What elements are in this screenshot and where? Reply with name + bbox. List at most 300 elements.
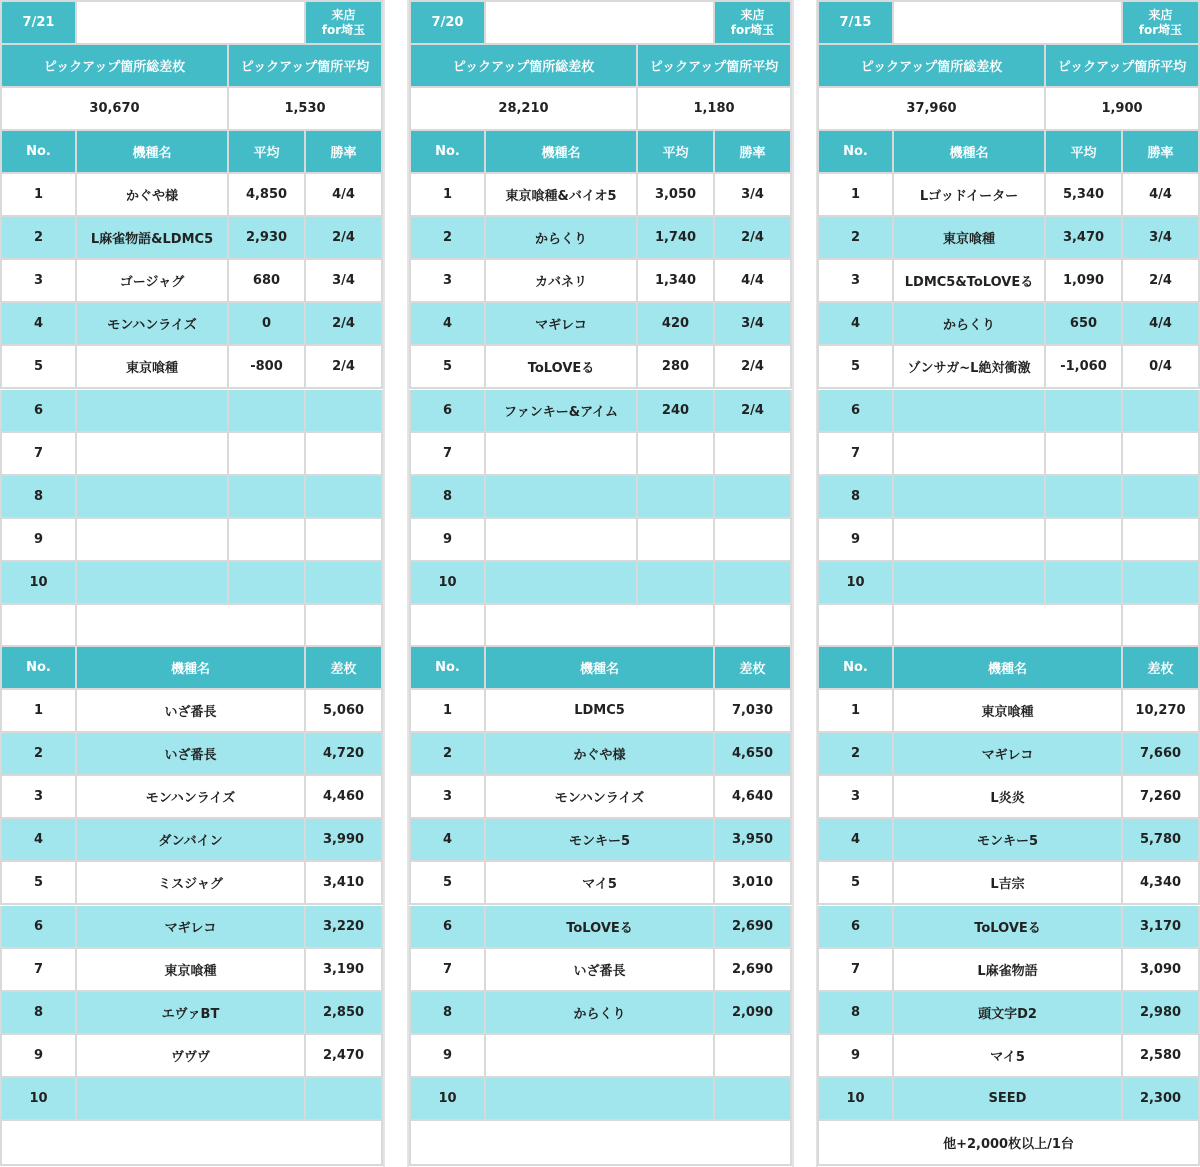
- total-diff-header: ピックアップ箇所総差枚: [0, 45, 229, 88]
- model-name: [894, 519, 1046, 562]
- total-diff-value: 28,210: [409, 88, 638, 131]
- win-rate: 2/4: [306, 217, 383, 260]
- model-name: マギレコ: [77, 906, 306, 949]
- win-rate: 2/4: [1123, 260, 1200, 303]
- row-number: 2: [817, 733, 894, 776]
- model-name: [77, 476, 229, 519]
- footer-note: 他+2,000枚以上/1台: [817, 1121, 1200, 1166]
- row-number: 1: [817, 174, 894, 217]
- pickup-table-header: [817, 131, 1200, 174]
- diff-value: 3,090: [1123, 949, 1200, 992]
- ranking-row: [409, 992, 792, 1035]
- date-label: 7/20: [409, 0, 486, 45]
- model-name: ToLOVEる: [486, 906, 715, 949]
- col-no-header: No.: [0, 131, 77, 174]
- win-rate: [1123, 519, 1200, 562]
- store-name: ピーアーク朝霞: [894, 0, 1123, 45]
- row-number: 1: [0, 690, 77, 733]
- model-name: [894, 433, 1046, 476]
- total-diff-header: ピックアップ箇所総差枚: [817, 45, 1046, 88]
- summary-values: [817, 88, 1200, 131]
- spacer-cell: [894, 605, 1123, 647]
- row-number: 9: [0, 1035, 77, 1078]
- win-rate: 4/4: [1123, 303, 1200, 346]
- pickup-row: [409, 174, 792, 217]
- pickup-row: [817, 390, 1200, 433]
- pickup-row: [409, 390, 792, 433]
- model-name: モンキー5: [894, 819, 1123, 862]
- pickup-row: [409, 476, 792, 519]
- row-number: 3: [0, 776, 77, 819]
- col-avg-header: 平均: [638, 131, 715, 174]
- win-rate: [306, 390, 383, 433]
- diff-value: 3,170: [1123, 906, 1200, 949]
- total-diff-value: 30,670: [0, 88, 229, 131]
- diff-value: 2,090: [715, 992, 792, 1035]
- pickup-row: [817, 260, 1200, 303]
- model-name: [77, 390, 229, 433]
- row-number: 9: [817, 519, 894, 562]
- pickup-row: [409, 346, 792, 389]
- average-header: ピックアップ箇所平均: [638, 45, 792, 88]
- row-number: 6: [0, 906, 77, 949]
- date-panel: [817, 0, 1200, 1167]
- win-rate: [1123, 390, 1200, 433]
- win-rate: 2/4: [715, 217, 792, 260]
- model-name: ミスジャグ: [77, 862, 306, 905]
- summary-values: [0, 88, 383, 131]
- ranking-row: [0, 819, 383, 862]
- pickup-row: [0, 303, 383, 346]
- footer-note: [409, 1121, 792, 1166]
- date-label: 7/21: [0, 0, 77, 45]
- diff-value: 3,010: [715, 862, 792, 905]
- row-number: 4: [0, 303, 77, 346]
- summary-header: [0, 45, 383, 88]
- average-value: [1046, 562, 1123, 605]
- col-model-header: 機種名: [486, 131, 638, 174]
- row-number: 2: [0, 217, 77, 260]
- model-name: いざ番長: [77, 733, 306, 776]
- pickup-row: [817, 433, 1200, 476]
- model-name: マイ5: [894, 1035, 1123, 1078]
- model-name: からくり: [486, 992, 715, 1035]
- col-avg-header: 平均: [229, 131, 306, 174]
- average-value: 650: [1046, 303, 1123, 346]
- model-name: 頭文字D2: [894, 992, 1123, 1035]
- spacer-cell: [409, 605, 486, 647]
- model-name: [486, 476, 638, 519]
- average-value: [1046, 433, 1123, 476]
- spacer-cell: [0, 605, 77, 647]
- row-number: 3: [409, 776, 486, 819]
- pickup-row: [817, 476, 1200, 519]
- ranking-row: [0, 690, 383, 733]
- model-name: ToLOVEる: [486, 346, 638, 389]
- pickup-row: [0, 260, 383, 303]
- model-name: [77, 1078, 306, 1121]
- col-no-header: No.: [409, 131, 486, 174]
- average-value: [638, 519, 715, 562]
- row-number: 2: [409, 217, 486, 260]
- row-number: 7: [409, 433, 486, 476]
- ranking-table-header: [817, 647, 1200, 690]
- average-value: 3,050: [638, 174, 715, 217]
- average-value: 280: [638, 346, 715, 389]
- average-value: [229, 519, 306, 562]
- col-no-header: No.: [817, 131, 894, 174]
- row-number: 8: [0, 992, 77, 1035]
- pickup-row: [817, 217, 1200, 260]
- diff-value: 3,990: [306, 819, 383, 862]
- spacer-row: [817, 605, 1200, 647]
- model-name: エヴァBT: [77, 992, 306, 1035]
- row-number: 5: [817, 862, 894, 905]
- average-value: 1,530: [229, 88, 383, 131]
- average-header: ピックアップ箇所平均: [1046, 45, 1200, 88]
- model-name: [77, 562, 229, 605]
- win-rate: 2/4: [715, 346, 792, 389]
- average-value: [1046, 390, 1123, 433]
- row-number: 5: [409, 862, 486, 905]
- average-value: [1046, 519, 1123, 562]
- total-diff-header: ピックアップ箇所総差枚: [409, 45, 638, 88]
- diff-value: [715, 1035, 792, 1078]
- diff-value: 4,460: [306, 776, 383, 819]
- win-rate: [1123, 562, 1200, 605]
- model-name: L炎炎: [894, 776, 1123, 819]
- ranking-row: [0, 862, 383, 905]
- spacer-cell: [306, 605, 383, 647]
- row-number: 1: [0, 174, 77, 217]
- diff-value: 2,470: [306, 1035, 383, 1078]
- row-number: 5: [0, 346, 77, 389]
- win-rate: 0/4: [1123, 346, 1200, 389]
- row-number: 4: [0, 819, 77, 862]
- model-name: Lゴッドイーター: [894, 174, 1046, 217]
- diff-value: 2,690: [715, 949, 792, 992]
- model-name: モンハンライズ: [486, 776, 715, 819]
- average-value: 1,900: [1046, 88, 1200, 131]
- pickup-row: [409, 260, 792, 303]
- pickup-table-header: [409, 131, 792, 174]
- row-number: 6: [409, 390, 486, 433]
- ranking-row: [0, 776, 383, 819]
- row-number: 7: [0, 949, 77, 992]
- average-value: 2,930: [229, 217, 306, 260]
- model-name: マギレコ: [486, 303, 638, 346]
- col-diff-header: 差枚: [1123, 647, 1200, 690]
- row-number: 8: [409, 992, 486, 1035]
- row-number: 4: [409, 819, 486, 862]
- model-name: [77, 433, 229, 476]
- model-name: L麻雀物語: [894, 949, 1123, 992]
- row-number: 9: [817, 1035, 894, 1078]
- win-rate: [715, 433, 792, 476]
- win-rate: [306, 519, 383, 562]
- row-number: 9: [409, 1035, 486, 1078]
- summary-header: [817, 45, 1200, 88]
- average-value: 1,180: [638, 88, 792, 131]
- average-value: 0: [229, 303, 306, 346]
- row-number: 4: [817, 819, 894, 862]
- model-name: 東京喰種&バイオ5: [486, 174, 638, 217]
- win-rate: 3/4: [1123, 217, 1200, 260]
- visit-region: for埼玉: [321, 22, 366, 37]
- diff-value: 7,660: [1123, 733, 1200, 776]
- ranking-row: [409, 1078, 792, 1121]
- model-name: [486, 1035, 715, 1078]
- diff-value: 10,270: [1123, 690, 1200, 733]
- ranking-row: [409, 776, 792, 819]
- ranking-row: [817, 949, 1200, 992]
- ranking-row: [817, 1078, 1200, 1121]
- ranking-row: [817, 776, 1200, 819]
- row-number: 8: [817, 992, 894, 1035]
- row-number: 3: [817, 776, 894, 819]
- date-panel: [0, 0, 383, 1167]
- ranking-row: [817, 819, 1200, 862]
- average-value: [638, 476, 715, 519]
- spacer-row: [0, 605, 383, 647]
- model-name: LDMC5&ToLOVEる: [894, 260, 1046, 303]
- col-winrate-header: 勝率: [1123, 131, 1200, 174]
- row-number: 3: [817, 260, 894, 303]
- model-name: ファンキー&アイム: [486, 390, 638, 433]
- visit-label: 来店: [331, 7, 356, 22]
- ranking-row: [817, 992, 1200, 1035]
- footer-row: [0, 1121, 383, 1166]
- row-number: 9: [409, 519, 486, 562]
- store-name: ピーアーク朝霞: [486, 0, 715, 45]
- visit-region: for埼玉: [1138, 22, 1183, 37]
- row-number: 1: [409, 174, 486, 217]
- summary-header: [409, 45, 792, 88]
- pickup-row: [0, 174, 383, 217]
- win-rate: [1123, 433, 1200, 476]
- pickup-row: [0, 217, 383, 260]
- model-name: ゾンサガ~L絶対衝激: [894, 346, 1046, 389]
- diff-value: 7,260: [1123, 776, 1200, 819]
- row-number: 8: [817, 476, 894, 519]
- ranking-row: [0, 949, 383, 992]
- average-value: -1,060: [1046, 346, 1123, 389]
- average-value: [638, 433, 715, 476]
- ranking-row: [409, 862, 792, 905]
- col-no-header: No.: [409, 647, 486, 690]
- diff-value: 4,720: [306, 733, 383, 776]
- row-number: 6: [817, 390, 894, 433]
- summary-values: [409, 88, 792, 131]
- model-name: ダンバイン: [77, 819, 306, 862]
- average-value: [229, 390, 306, 433]
- col-no-header: No.: [0, 647, 77, 690]
- pickup-row: [409, 562, 792, 605]
- col-avg-header: 平均: [1046, 131, 1123, 174]
- row-number: 6: [0, 390, 77, 433]
- model-name: カバネリ: [486, 260, 638, 303]
- model-name: 東京喰種: [77, 346, 229, 389]
- win-rate: [1123, 476, 1200, 519]
- visit-label: 来店: [1148, 7, 1173, 22]
- date-label: 7/15: [817, 0, 894, 45]
- model-name: SEED: [894, 1078, 1123, 1121]
- diff-value: [715, 1078, 792, 1121]
- panel-header: [409, 0, 792, 45]
- row-number: 1: [409, 690, 486, 733]
- diff-value: 3,190: [306, 949, 383, 992]
- win-rate: 3/4: [306, 260, 383, 303]
- average-header: ピックアップ箇所平均: [229, 45, 383, 88]
- model-name: [486, 562, 638, 605]
- col-diff-header: 差枚: [306, 647, 383, 690]
- ranking-row: [0, 1078, 383, 1121]
- col-diff-header: 差枚: [715, 647, 792, 690]
- model-name: モンハンライズ: [77, 776, 306, 819]
- pickup-row: [409, 433, 792, 476]
- win-rate: 4/4: [715, 260, 792, 303]
- row-number: 8: [409, 476, 486, 519]
- average-value: 1,740: [638, 217, 715, 260]
- model-name: 東京喰種: [894, 690, 1123, 733]
- spacer-row: [409, 605, 792, 647]
- pickup-row: [0, 433, 383, 476]
- row-number: 2: [817, 217, 894, 260]
- model-name: からくり: [486, 217, 638, 260]
- diff-value: 2,580: [1123, 1035, 1200, 1078]
- average-value: [638, 562, 715, 605]
- ranking-row: [409, 733, 792, 776]
- pickup-row: [0, 346, 383, 389]
- model-name: [486, 1078, 715, 1121]
- row-number: 9: [0, 519, 77, 562]
- model-name: 東京喰種: [894, 217, 1046, 260]
- row-number: 5: [409, 346, 486, 389]
- model-name: からくり: [894, 303, 1046, 346]
- diff-value: 3,220: [306, 906, 383, 949]
- model-name: [894, 390, 1046, 433]
- diff-value: 2,980: [1123, 992, 1200, 1035]
- win-rate: 2/4: [306, 303, 383, 346]
- model-name: モンキー5: [486, 819, 715, 862]
- diff-value: 2,850: [306, 992, 383, 1035]
- visit-label: 来店: [740, 7, 765, 22]
- model-name: 東京喰種: [77, 949, 306, 992]
- diff-value: 3,410: [306, 862, 383, 905]
- model-name: [77, 519, 229, 562]
- row-number: 10: [817, 1078, 894, 1121]
- win-rate: 3/4: [715, 174, 792, 217]
- average-value: [229, 433, 306, 476]
- average-value: 240: [638, 390, 715, 433]
- win-rate: 3/4: [715, 303, 792, 346]
- col-model-header: 機種名: [486, 647, 715, 690]
- average-value: 420: [638, 303, 715, 346]
- pickup-table-header: [0, 131, 383, 174]
- pickup-row: [409, 303, 792, 346]
- model-name: L麻雀物語&LDMC5: [77, 217, 229, 260]
- ranking-row: [409, 690, 792, 733]
- pickup-row: [0, 390, 383, 433]
- ranking-row: [817, 1035, 1200, 1078]
- footer-note: [0, 1121, 383, 1166]
- average-value: 680: [229, 260, 306, 303]
- diff-value: 4,340: [1123, 862, 1200, 905]
- pickup-row: [817, 519, 1200, 562]
- model-name: かぐや様: [77, 174, 229, 217]
- ranking-row: [409, 906, 792, 949]
- model-name: L吉宗: [894, 862, 1123, 905]
- ranking-row: [409, 949, 792, 992]
- row-number: 7: [817, 433, 894, 476]
- store-name: ピーアーク朝霞: [77, 0, 306, 45]
- panel-header: [0, 0, 383, 45]
- diff-value: 4,640: [715, 776, 792, 819]
- visit-badge: [1123, 0, 1200, 45]
- win-rate: [715, 476, 792, 519]
- row-number: 6: [817, 906, 894, 949]
- row-number: 2: [409, 733, 486, 776]
- ranking-row: [409, 1035, 792, 1078]
- row-number: 10: [409, 1078, 486, 1121]
- model-name: [894, 562, 1046, 605]
- visit-badge: [715, 0, 792, 45]
- row-number: 7: [0, 433, 77, 476]
- win-rate: 2/4: [715, 390, 792, 433]
- row-number: 6: [409, 906, 486, 949]
- model-name: いざ番長: [77, 690, 306, 733]
- ranking-row: [0, 906, 383, 949]
- win-rate: [306, 476, 383, 519]
- spacer-cell: [77, 605, 306, 647]
- col-model-header: 機種名: [894, 647, 1123, 690]
- diff-value: [306, 1078, 383, 1121]
- pickup-row: [0, 562, 383, 605]
- ranking-row: [817, 906, 1200, 949]
- diff-value: 7,030: [715, 690, 792, 733]
- ranking-table-header: [0, 647, 383, 690]
- col-no-header: No.: [817, 647, 894, 690]
- model-name: [486, 433, 638, 476]
- row-number: 10: [409, 562, 486, 605]
- model-name: マイ5: [486, 862, 715, 905]
- pickup-row: [817, 346, 1200, 389]
- diff-value: 3,950: [715, 819, 792, 862]
- win-rate: [715, 562, 792, 605]
- win-rate: [306, 433, 383, 476]
- model-name: マギレコ: [894, 733, 1123, 776]
- model-name: [894, 476, 1046, 519]
- model-name: かぐや様: [486, 733, 715, 776]
- ranking-row: [817, 862, 1200, 905]
- date-panel: [409, 0, 792, 1167]
- pickup-row: [409, 217, 792, 260]
- pickup-row: [409, 519, 792, 562]
- model-name: ToLOVEる: [894, 906, 1123, 949]
- average-value: [1046, 476, 1123, 519]
- pickup-row: [817, 303, 1200, 346]
- panel-separator: [383, 0, 409, 1167]
- average-value: 1,090: [1046, 260, 1123, 303]
- row-number: 4: [409, 303, 486, 346]
- average-value: 4,850: [229, 174, 306, 217]
- win-rate: [306, 562, 383, 605]
- visit-region: for埼玉: [730, 22, 775, 37]
- row-number: 8: [0, 476, 77, 519]
- diff-value: 5,060: [306, 690, 383, 733]
- win-rate: 4/4: [1123, 174, 1200, 217]
- row-number: 5: [817, 346, 894, 389]
